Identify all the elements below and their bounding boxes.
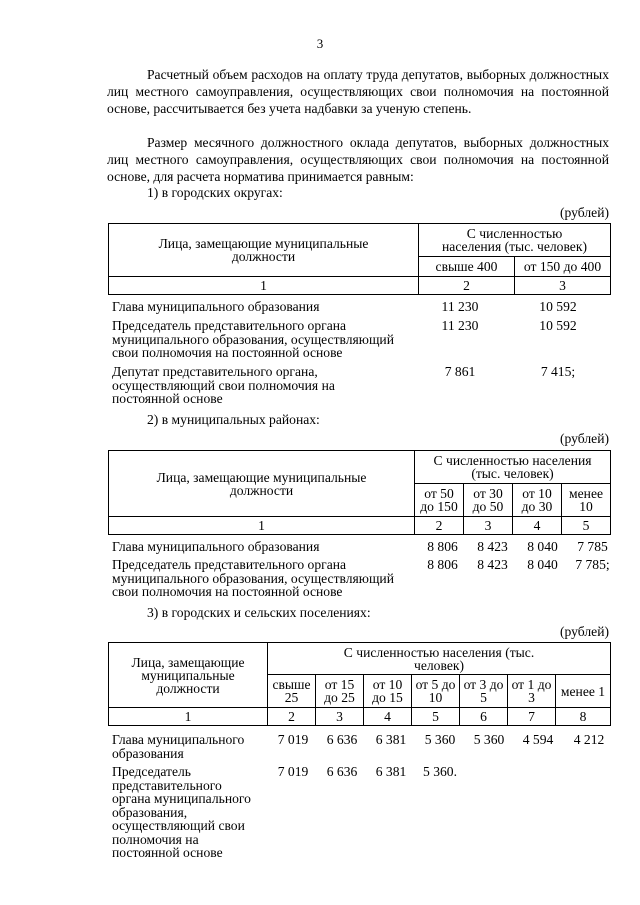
row-name: Глава муниципального образования <box>112 732 245 761</box>
page-number: 3 <box>316 36 324 51</box>
row-value: 8 806 <box>427 557 458 572</box>
header-num: 5 <box>562 517 611 535</box>
row-name: Председатель представительного органа муниципального образования, осуществляющий свои полномочия на постоянной основе <box>112 764 251 860</box>
row-name: Глава муниципального образования <box>112 299 320 314</box>
header-num: 3 <box>316 708 364 726</box>
header-positions: Лица, замещающие муниципальные должности <box>109 451 415 517</box>
header-table-settlements <box>108 642 611 726</box>
row-value: 4 594 <box>522 732 554 747</box>
row-value: 11 230 <box>441 299 479 314</box>
row-value: 4 212 <box>573 732 605 747</box>
header-num: 5 <box>412 708 460 726</box>
header-num: 2 <box>415 517 464 535</box>
header-col: от 10 до 15 <box>364 675 412 708</box>
header-positions: Лица, замещающие муниципальные должности <box>109 224 419 277</box>
row-value: 5 360 <box>424 732 456 747</box>
rows-settlements <box>112 732 612 860</box>
unit-label: (рублей) <box>560 431 609 446</box>
row-value: 6 381 <box>375 764 407 779</box>
header-num: 1 <box>109 517 415 535</box>
section-label-municipal-districts: 2) в муниципальных районах: <box>147 412 320 427</box>
row-value: 8 423 <box>477 557 508 572</box>
row-value: 11 230 <box>441 318 479 333</box>
header-num: 8 <box>556 708 611 726</box>
header-col: от 150 до 400 <box>515 257 611 277</box>
rows-urban-districts <box>112 300 612 410</box>
header-num: 1 <box>109 708 268 726</box>
row-name: Депутат представительного органа, осуществляющий свои полномочия на постоянной основе <box>112 364 335 406</box>
row-value: 7 785; <box>575 557 610 572</box>
row-value: 5 360. <box>423 764 457 779</box>
header-col: от 10 до 30 <box>513 484 562 517</box>
header-num: 7 <box>508 708 556 726</box>
section-label-settlements: 3) в городских и сельских поселениях: <box>147 605 371 620</box>
header-num: 4 <box>513 517 562 535</box>
header-col: менее 10 <box>562 484 611 517</box>
row-value: 8 040 <box>527 539 558 554</box>
header-num: 2 <box>268 708 316 726</box>
section-label-urban-districts: 1) в городских округах: <box>147 185 283 200</box>
header-num: 6 <box>460 708 508 726</box>
unit-label: (рублей) <box>560 205 609 220</box>
unit-label: (рублей) <box>560 624 609 639</box>
header-col: от 30 до 50 <box>464 484 513 517</box>
header-num: 2 <box>419 277 515 295</box>
header-num: 3 <box>515 277 611 295</box>
row-value: 7 861 <box>444 364 476 379</box>
row-name: Председатель представительного органа муниципального образования, осуществляющий свои полномочия на постоянной основе <box>112 318 394 360</box>
row-value: 8 806 <box>427 539 458 554</box>
header-table-municipal-districts <box>108 450 611 535</box>
header-col: от 50 до 150 <box>415 484 464 517</box>
paragraph-2: Размер месячного должностного оклада депутатов, выборных должностных лиц местного самоуправления, осуществляющих свои полномочия на постоянной основе, для расчета норматива принимается равным: <box>107 135 609 184</box>
paragraph-1: Расчетный объем расходов на оплату труда депутатов, выборных должностных лиц местного самоуправления, осуществляющих свои полномочия на постоянной основе, рассчитывается без учета надбавки за ученую степень. <box>107 67 609 116</box>
row-value: 7 785 <box>577 539 608 554</box>
row-value: 8 040 <box>527 557 558 572</box>
row-value: 7 415; <box>540 364 576 379</box>
header-col: от 1 до 3 <box>508 675 556 708</box>
row-name: Глава муниципального образования <box>112 539 320 554</box>
header-col: свыше 25 <box>268 675 316 708</box>
row-value: 6 381 <box>375 732 407 747</box>
header-col: свыше 400 <box>419 257 515 277</box>
header-population-group: С численностью населения (тыс. человек) <box>415 451 611 484</box>
header-col: менее 1 <box>556 675 611 708</box>
header-population-group: С численностью населения (тыс. человек) <box>268 643 611 675</box>
header-num: 1 <box>109 277 419 295</box>
row-name: Председатель представительного органа муниципального образования, осуществляющий свои полномочия на постоянной основе <box>112 557 394 599</box>
row-value: 6 636 <box>326 732 358 747</box>
row-value: 6 636 <box>326 764 358 779</box>
header-table-urban-districts <box>108 223 611 295</box>
header-num: 4 <box>364 708 412 726</box>
row-value: 5 360 <box>473 732 505 747</box>
header-col: от 15 до 25 <box>316 675 364 708</box>
header-positions: Лица, замещающие муниципальные должности <box>109 643 268 708</box>
row-value: 7 019 <box>277 764 309 779</box>
header-col: от 3 до 5 <box>460 675 508 708</box>
header-num: 3 <box>464 517 513 535</box>
rows-municipal-districts <box>112 540 612 600</box>
row-value: 10 592 <box>539 318 577 333</box>
row-value: 10 592 <box>539 299 577 314</box>
row-value: 7 019 <box>277 732 309 747</box>
row-value: 8 423 <box>477 539 508 554</box>
header-population-group: С численностью населения (тыс. человек) <box>419 224 611 257</box>
header-col: от 5 до 10 <box>412 675 460 708</box>
